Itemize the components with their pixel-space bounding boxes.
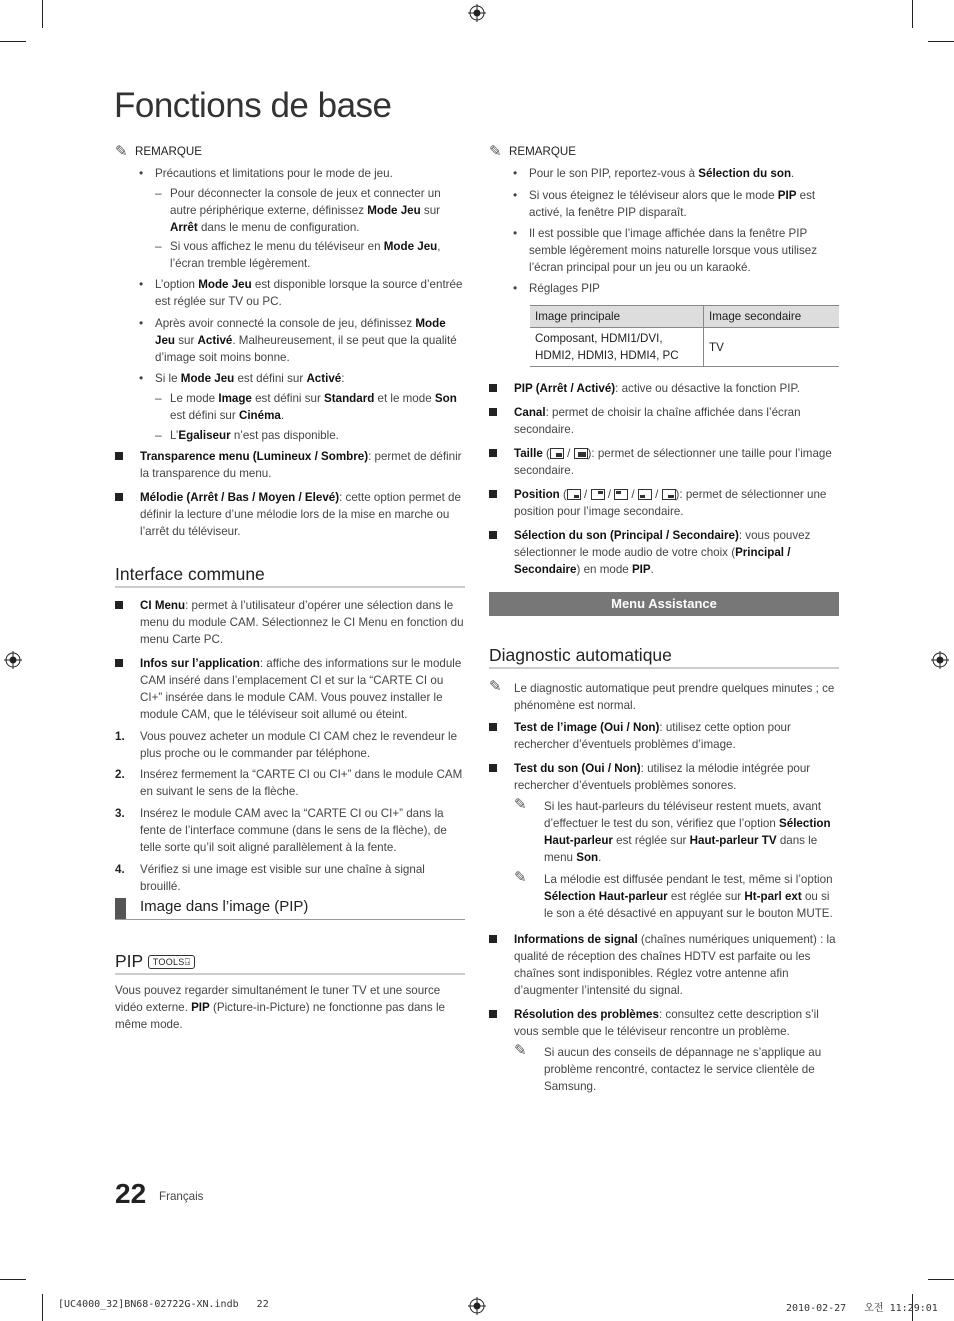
crop-mark (912, 0, 913, 28)
list-item: Taille ( / ): permet de sélectionner une taille pour l’image secondaire. (489, 445, 839, 479)
list-item: 3. Insérez le module CAM avec la “CARTE CI ou CI+” dans la fente de l’interface commune (dans le sens de la flèche), de telle sorte qu’il soit aligné parallèlement à la fente. (115, 807, 447, 854)
bullet-icon: • (139, 316, 144, 330)
bullet-icon: • (139, 371, 144, 385)
position-top-left-icon (614, 489, 628, 500)
divider (115, 973, 465, 975)
list-item: – L’Egaliseur n’est pas disponible. (155, 428, 339, 442)
section-heading: Diagnostic automatique (489, 645, 672, 665)
divider (489, 667, 839, 669)
square-bullet-icon (115, 452, 123, 460)
note-heading: ✎ REMARQUE (489, 143, 576, 160)
page-language: Français (159, 1190, 204, 1203)
pip-settings-table (489, 305, 839, 367)
pencil-note-icon: ✎ (514, 796, 527, 813)
table-header-row (530, 306, 839, 328)
table-header-cell: Image principale (530, 306, 704, 328)
list-item: • Si le Mode Jeu est défini sur Activé: (139, 371, 345, 385)
list-item: 1. Vous pouvez acheter un module CI CAM chez le revendeur le plus proche ou le commander par téléphone. (115, 730, 458, 760)
list-item: Informations de signal (chaînes numériques uniquement) : la qualité de réception des chaînes HDTV est parfaite ou les chaînes sont indisponibles. Réglez votre antenne afin d’augmenter l’intensité du signal. (489, 931, 839, 999)
list-item: • Après avoir connecté la console de jeu, définissez Mode Jeu sur Activé. Malheureusement, il se peut que la qualité d’image soit moins bonne. (139, 316, 457, 364)
registration-mark-icon (4, 651, 22, 669)
page-title: Fonctions de base (114, 86, 392, 125)
list-item: Test du son (Oui / Non): utilisez la mélodie intégrée pour rechercher d’éventuels problèmes sonores. (489, 760, 839, 794)
list-item: PIP (Arrêt / Activé): active ou désactive la fonction PIP. (489, 380, 839, 397)
note: ✎ La mélodie est diffusée pendant le test, même si l’option Sélection Haut-parleur est réglée sur Ht-parl ext ou si le son a été désactivé en appuyant sur le bouton MUTE. (514, 869, 833, 920)
footer-date: 2010-02-27 오전 11:29:01 (786, 1303, 938, 1314)
square-bullet-icon (115, 493, 123, 501)
footer-file: [UC4000_32]BN68-02722G-XN.indb 22 (58, 1299, 269, 1310)
size-small-icon (550, 448, 564, 459)
position-top-right-icon (591, 489, 605, 500)
square-bullet-icon (489, 449, 497, 457)
position-bottom-left-icon (638, 489, 652, 500)
dash-icon: – (155, 391, 162, 405)
crop-mark (0, 1279, 26, 1280)
menu-assistance-banner: Menu Assistance (489, 592, 839, 616)
section-heading: Interface commune (115, 564, 265, 584)
registration-mark-icon (468, 1297, 486, 1315)
tools-icon: ⍈ (184, 957, 191, 967)
pip-paragraph: Vous pouvez regarder simultanément le tuner TV et une source vidéo externe. PIP (Picture-in-Picture) ne fonctionne pas dans le même mode. (115, 984, 445, 1031)
square-bullet-icon (489, 384, 497, 392)
table-cell: TV (704, 328, 840, 367)
crop-mark (42, 1294, 43, 1321)
list-item: 2. Insérez fermement la “CARTE CI ou CI+” dans le module CAM en suivant le sens de la flèche. (115, 768, 463, 798)
registration-mark-icon (468, 4, 486, 22)
list-item: • Précautions et limitations pour le mode de jeu. (139, 166, 393, 180)
list-item: CI Menu: permet à l’utilisateur d’opérer une sélection dans le menu du module CAM. Sélectionnez le CI Menu en fonction du menu Carte PC. (115, 597, 465, 648)
size-large-icon (574, 448, 588, 459)
page-number: 22 (115, 1178, 147, 1209)
list-item: – Pour déconnecter la console de jeux et connecter un autre périphérique externe, définissez Mode Jeu sur Arrêt dans le menu de configuration. (155, 186, 441, 234)
position-bottom-right-icon (567, 489, 581, 500)
square-bullet-icon (115, 659, 123, 667)
note: ✎ Si les haut-parleurs du téléviseur restent muets, avant d’effectuer le test du son, vérifiez que l’option Sélection Haut-parleur est réglée sur Haut-parleur TV dans le menu Son. (514, 796, 831, 864)
list-item: • L’option Mode Jeu est disponible lorsque la source d’entrée est réglée sur TV ou PC. (139, 277, 463, 308)
crop-mark (42, 0, 43, 28)
list-item: • Il est possible que l’image affichée dans la fenêtre PIP semble légèrement moins naturelle lorsque vous utilisez l’écran principal pour un jeu ou un karaoké. (513, 226, 818, 274)
section-marker (115, 898, 126, 920)
note: ✎ Si aucun des conseils de dépannage ne s’applique au problème rencontré, contactez le service clientèle de Samsung. (514, 1042, 822, 1093)
crop-mark (928, 41, 954, 42)
list-item: Position ( / / / / ): permet de sélectionner une position pour l’image secondaire. (489, 486, 839, 520)
square-bullet-icon (489, 531, 497, 539)
table-header-cell: Image secondaire (704, 306, 840, 328)
bullet-icon: • (513, 281, 518, 295)
table-cell: Composant, HDMI1/DVI, HDMI2, HDMI3, HDMI4, PC (530, 328, 704, 367)
list-item: Sélection du son (Principal / Secondaire): vous pouvez sélectionner le mode audio de votre choix (Principal / Secondaire) en mode PIP. (489, 527, 839, 578)
square-bullet-icon (489, 490, 497, 498)
pip-heading: PIP TOOLS⍈ (115, 951, 195, 972)
position-bottom-right-alt-icon (662, 489, 676, 500)
bullet-icon: • (513, 226, 518, 240)
bullet-icon: • (513, 166, 518, 180)
list-item: Mélodie (Arrêt / Bas / Moyen / Elevé): cette option permet de définir la lecture d’une mélodie lors de la mise en marche ou l’arrêt du téléviseur. (115, 489, 465, 540)
pencil-note-icon: ✎ (489, 678, 502, 695)
list-item: Résolution des problèmes: consultez cette description s’il vous semble que le téléviseur rencontre un problème. (489, 1006, 839, 1040)
left-column (115, 143, 465, 540)
crop-mark (0, 41, 26, 42)
square-bullet-icon (489, 1010, 497, 1018)
square-bullet-icon (489, 723, 497, 731)
list-item: • Si vous éteignez le téléviseur alors que le mode PIP est activé, la fenêtre PIP disparaît. (513, 188, 816, 219)
list-item: Infos sur l’application: affiche des informations sur le module CAM inséré dans l’emplacement CI et sur la “CARTE CI ou CI+” insérée dans le module CAM. Vous pouvez installer le module CAM, que le téléviseur soit allumé ou éteint. (115, 655, 465, 723)
left-column-ci (115, 597, 465, 895)
list-item: Transparence menu (Lumineux / Sombre): permet de définir la transparence du menu. (115, 448, 465, 482)
dash-icon: – (155, 186, 162, 200)
pencil-note-icon: ✎ (489, 143, 502, 160)
square-bullet-icon (115, 601, 123, 609)
list-item: – Si vous affichez le menu du téléviseur en Mode Jeu, l’écran tremble légèrement. (155, 239, 441, 270)
note-heading: ✎ REMARQUE (115, 143, 202, 160)
tools-badge: TOOLS⍈ (148, 955, 196, 969)
square-bullet-icon (489, 408, 497, 416)
dash-icon: – (155, 239, 162, 253)
divider (115, 919, 465, 920)
list-item: 4. Vérifiez si une image est visible sur une chaîne à signal brouillé. (115, 863, 425, 893)
dash-icon: – (155, 428, 162, 442)
square-bullet-icon (489, 764, 497, 772)
pencil-note-icon: ✎ (514, 1042, 527, 1059)
list-item: Canal: permet de choisir la chaîne affichée dans l’écran secondaire. (489, 404, 839, 438)
list-item: • Pour le son PIP, reportez-vous à Sélection du son. (513, 166, 795, 180)
bullet-icon: • (139, 166, 144, 180)
crop-mark (928, 1279, 954, 1280)
note: ✎ Le diagnostic automatique peut prendre quelques minutes ; ce phénomène est normal. (489, 678, 835, 712)
registration-mark-icon (931, 651, 949, 669)
bullet-icon: • (513, 188, 518, 202)
list-item: Test de l’image (Oui / Non): utilisez cette option pour rechercher d’éventuels problèmes d’image. (489, 719, 839, 753)
divider (115, 586, 465, 588)
square-bullet-icon (489, 935, 497, 943)
table-row (530, 328, 839, 367)
subsection-heading: Image dans l’image (PIP) (140, 898, 309, 915)
list-item: – Le mode Image est défini sur Standard et le mode Son est défini sur Cinéma. (155, 391, 457, 422)
list-item: • Réglages PIP (513, 281, 600, 295)
right-column (489, 143, 839, 578)
pencil-note-icon: ✎ (115, 143, 128, 160)
pencil-note-icon: ✎ (514, 869, 527, 886)
bullet-icon: • (139, 277, 144, 291)
right-column-diag (489, 680, 839, 1095)
